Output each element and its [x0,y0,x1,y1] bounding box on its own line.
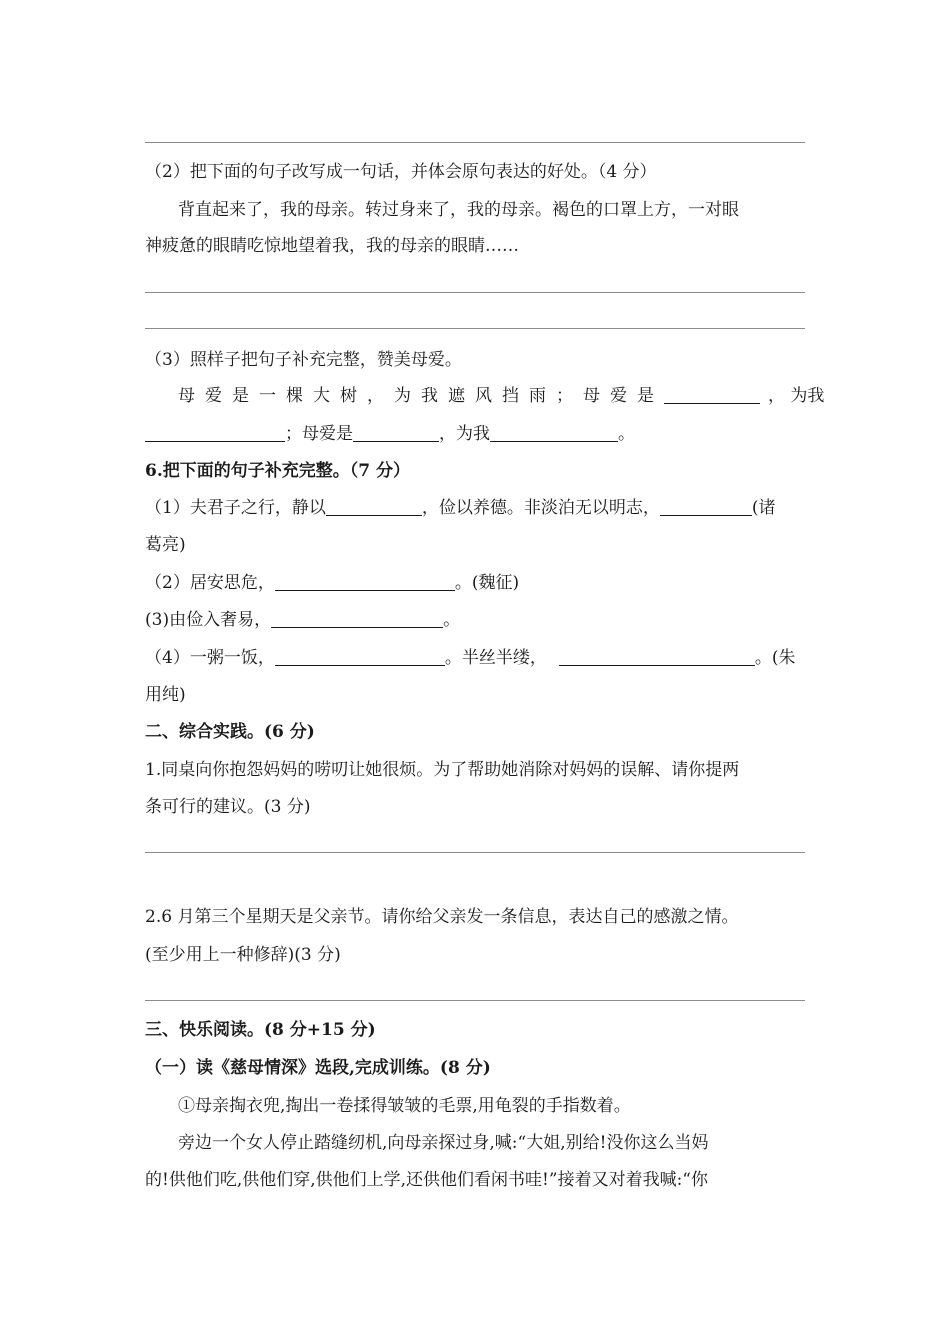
q6-item4-line1 [145,646,810,670]
part2-heading: 二、综合实践。(6 分) [145,722,315,742]
q6-item4-text: （4）一粥一饭， [145,648,275,668]
part2-q1-line1: 1.同桌向你抱怨妈妈的唠叨让她很烦。为了帮助她消除对妈妈的误解、请你提两 [145,760,740,780]
reading-paragraph-2-line2: 的!供他们吃,供他们穿,供他们上学,还供他们看闲书哇!”接着又对着我喊:“你 [145,1170,708,1190]
fill-blank[interactable] [664,386,760,404]
part2-q1-line2: 条可行的建议。(3 分) [145,797,311,817]
q6-item2-text: （2）居安思危， [145,573,275,593]
q5-3-text: ，为我 [439,424,490,444]
q6-item3-text: (3)由俭入奢易， [145,610,272,630]
q5-3-text: ， 为我 [768,386,825,406]
reading-paragraph-2-line1: 旁边一个女人停止踏缝纫机,向母亲探过身,喊:“大姐,别给!没你这么当妈 [178,1133,709,1153]
fill-blank[interactable] [145,424,285,442]
q5-3-sentence-line1 [178,384,825,408]
q6-item1-text: (诸 [751,498,776,518]
q5-3-sentence-line2 [145,422,810,446]
fill-blank[interactable] [660,498,752,516]
q6-item1-line2: 葛亮) [145,535,186,555]
answer-line[interactable] [145,292,805,293]
q5-3-example-text: 母爱是一棵大树，为我遮风挡雨；母爱是 [178,386,664,406]
q6-item1-line1 [145,496,810,520]
q6-item4-text: 。半丝半缕， [444,648,547,668]
q5-2-passage-line1: 背直起来了，我的母亲。转过身来了，我的母亲。褐色的口罩上方，一对眼 [178,200,739,220]
q6-item3 [145,608,810,632]
fill-blank[interactable] [326,498,422,516]
q5-3-prompt: （3）照样子把句子补充完整，赞美母爱。 [145,350,462,370]
q5-3-text: 。 [618,424,635,444]
q6-item4-text: 。(朱 [754,648,796,668]
q6-item1-text: ，俭以养德。非淡泊无以明志， [421,498,660,518]
q5-2-passage-line2: 神疲惫的眼睛吃惊地望着我，我的母亲的眼睛…… [145,236,519,256]
fill-blank[interactable] [271,610,443,628]
q5-2-prompt: （2）把下面的句子改写成一句话，并体会原句表达的好处。（4 分） [145,162,657,182]
part2-q2-line2: (至少用上一种修辞)(3 分) [145,945,341,965]
fill-blank[interactable] [353,424,439,442]
fill-blank[interactable] [490,424,618,442]
part3-subheading: （一）读《慈母情深》选段,完成训练。(8 分) [145,1058,491,1078]
reading-paragraph-1: ①母亲掏衣兜,掏出一卷揉得皱皱的毛票,用龟裂的手指数着。 [178,1096,631,1116]
answer-line[interactable] [145,1000,805,1001]
q5-3-text: ；母爱是 [285,424,353,444]
q6-item1-text: （1）夫君子之行，静以 [145,498,326,518]
q6-item2 [145,571,810,595]
part2-q2-line1: 2.6 月第三个星期天是父亲节。请你给父亲发一条信息，表达自己的感激之情。 [145,907,739,927]
fill-blank[interactable] [559,648,755,666]
q6-item3-text: 。 [443,610,461,630]
part3-heading: 三、快乐阅读。(8 分+15 分) [145,1020,376,1040]
q6-item4-line2: 用纯) [145,685,186,705]
answer-line[interactable] [145,328,805,329]
q6-item2-text: 。(魏征) [454,573,520,593]
fill-blank[interactable] [275,573,455,591]
answer-line[interactable] [145,142,805,143]
fill-blank[interactable] [275,648,445,666]
q6-heading: 6.把下面的句子补充完整。（7 分） [145,461,410,481]
answer-line[interactable] [145,852,805,853]
